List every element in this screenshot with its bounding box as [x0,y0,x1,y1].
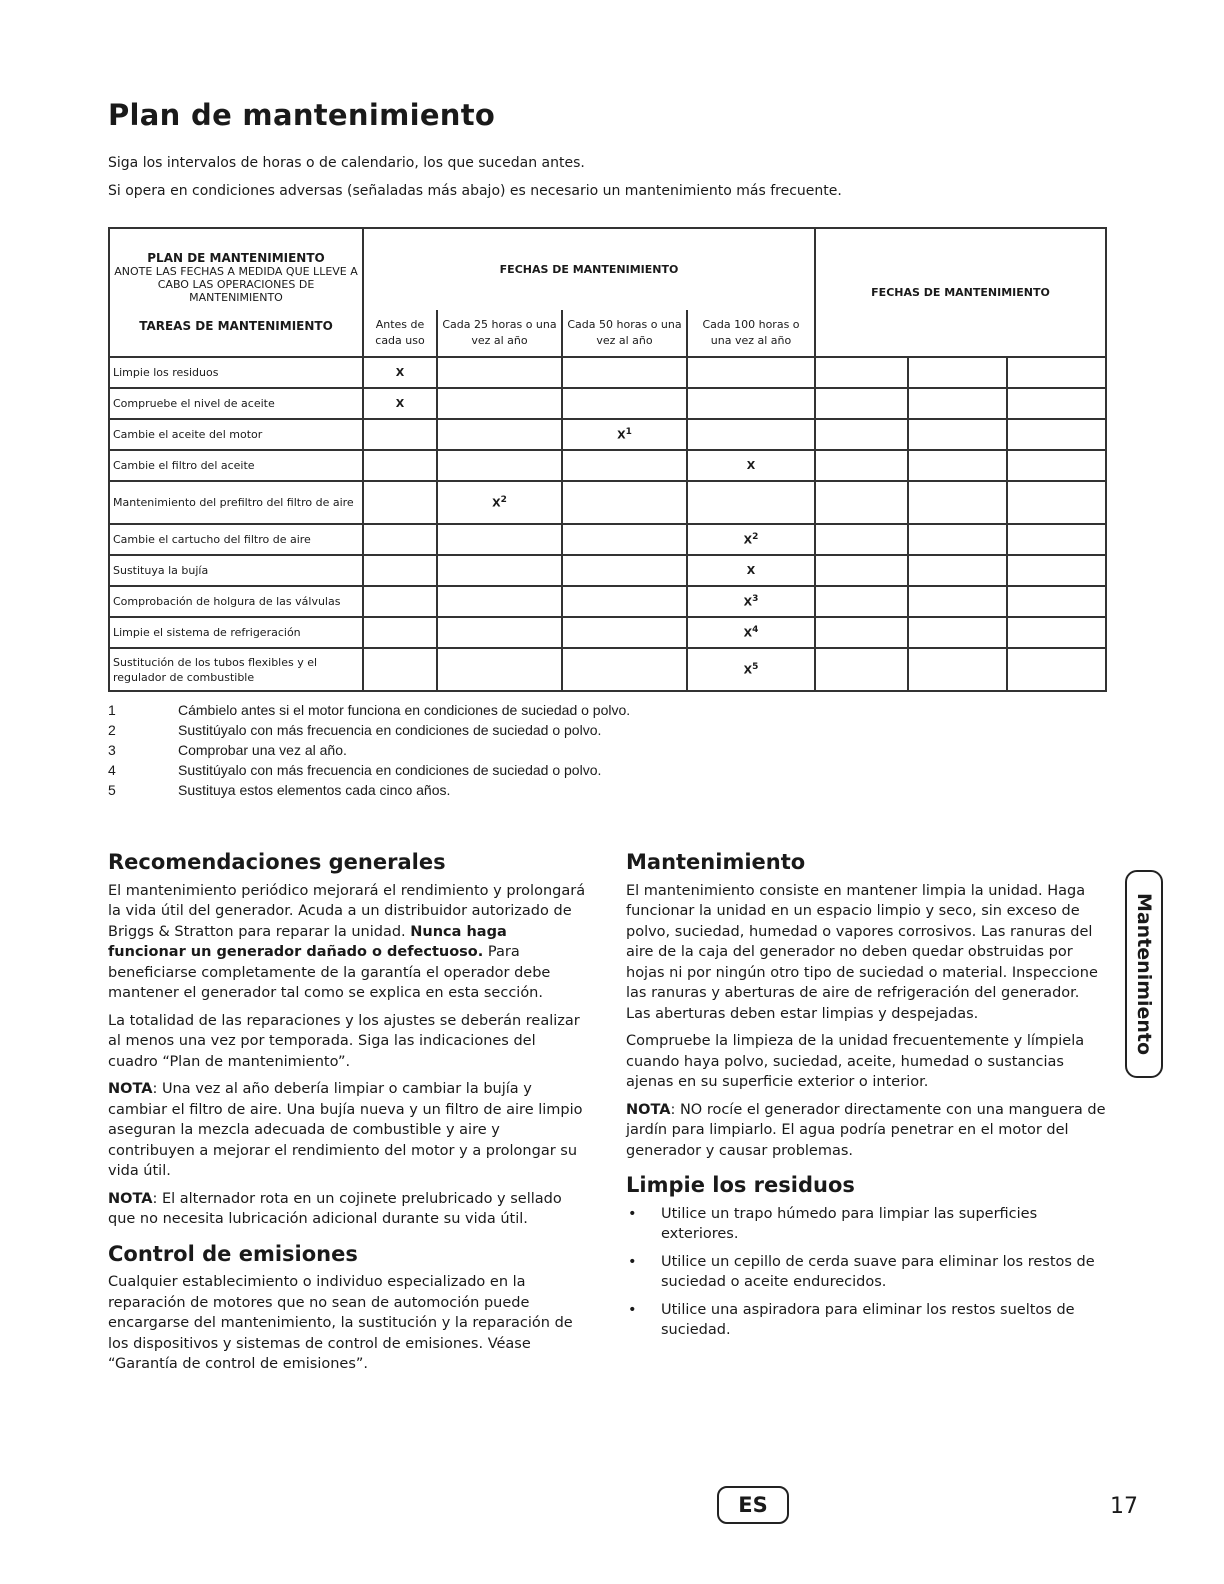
list-item: • Utilice un cepillo de cerda suave para eliminar los restos de suciedad o aceite endurecidos. [626,1252,1106,1293]
right-column [626,852,1106,1348]
date-entry-cell [815,524,908,555]
empty-cell [437,419,562,450]
page-number: 17 [1110,1494,1138,1519]
date-entry-cell [815,648,908,691]
table-row [109,555,1106,586]
date-entry-cell [1007,648,1106,691]
side-tab-label: Mantenimiento [1133,892,1155,1056]
interval-mark [687,555,815,586]
date-entry-cell [1007,357,1106,388]
mark-x: X [746,459,756,472]
paragraph: Cualquier establecimiento o individuo especializado en la reparación de motores que no sean de automoción puede encargarse del mantenimiento, la sustitución y la reparación de los dispositivos y sistemas de control de emisiones. Véase “Garantía de control de emisiones”. [108,1274,573,1372]
empty-cell [437,357,562,388]
footnote-number: 3 [108,742,116,758]
footnote-ref: 1 [625,427,632,438]
empty-cell [363,524,437,555]
footnote-text: Sustitúyalo con más frecuencia en condiciones de suciedad o polvo. [178,722,602,738]
date-entry-cell [815,481,908,524]
empty-cell [363,586,437,617]
date-entry-cell [815,555,908,586]
text: : Una vez al año debería limpiar o cambiar la bujía y cambiar el filtro de aire. Una bujía nueva y un filtro de aire limpio aseguran la mezcla adecuada de combustible y aire y contribuyen a mejorar el rendimiento del motor y a prolongar su vida útil. [108,1081,583,1179]
table-row [109,450,1106,481]
footnote-ref: 4 [752,625,759,636]
task-name: Cambie el aceite del motor [109,419,363,450]
paragraph: Compruebe la limpieza de la unidad frecuentemente y límpiela cuando haya polvo, suciedad, aceite, humedad o sustancias ajenas en su superficie exterior o interior. [626,1033,1085,1090]
mark-x: X [743,533,753,547]
date-entry-cell [815,419,908,450]
footnote-ref: 2 [752,532,759,543]
mark-x: X [617,428,626,442]
text: El mantenimiento periódico mejorará el rendimiento y prolongará la vida útil del generador. Acuda a un distribuidor autorizado de Briggs & Stratton para reparar la unidad. [108,882,586,940]
text: : NO rocíe el generador directamente con una manguera de jardín para limpiarlo. El agua podría penetrar en el motor del generador y causar problemas. [626,1101,1106,1159]
schedule-header-note: ANOTE LAS FECHAS A MEDIDA QUE LLEVE A CABO LAS OPERACIONES DE MANTENIMIENTO [114,265,358,304]
footnote-number: 5 [108,782,116,798]
mark-x: X [743,626,753,640]
date-entry-cell [908,555,1007,586]
note-label: NOTA [108,1190,153,1207]
task-name: Compruebe el nivel de aceite [109,388,363,419]
table-row [109,524,1106,555]
footnote-number: 1 [108,702,116,718]
date-entry-cell [1007,450,1106,481]
paragraph [108,881,588,1004]
interval-mark [687,586,815,617]
interval-header: Cada 50 horas o una vez al año [562,310,687,357]
interval-mark [363,388,437,419]
date-entry-cell [1007,388,1106,419]
task-name: Mantenimiento del prefiltro del filtro de aire [109,481,363,524]
footnote-text: Sustituya estos elementos cada cinco años. [178,782,451,798]
empty-cell [687,388,815,419]
empty-cell [562,648,687,691]
maintenance-schedule-table [108,227,1107,692]
section-heading-limpie: Limpie los residuos [626,1173,855,1197]
date-entry-cell [815,586,908,617]
section-side-tab [1125,870,1163,1078]
dates-header: FECHAS DE MANTENIMIENTO [363,228,815,310]
intro-line-2: Si opera en condiciones adversas (señaladas más abajo) es necesario un mantenimiento más frecuente. [108,183,842,199]
paragraph: La totalidad de las reparaciones y los ajustes se deberán realizar al menos una vez por temporada. Siga las indicaciones del cuadro “Plan de mantenimiento”. [108,1012,580,1070]
empty-cell [562,555,687,586]
paragraph [108,1189,588,1230]
page-title: Plan de mantenimiento [108,98,496,132]
interval-mark [687,524,815,555]
task-name: Sustituya la bujía [109,555,363,586]
mark-x: X [743,595,753,609]
note-label: NOTA [626,1101,671,1118]
date-entry-cell [908,450,1007,481]
table-row [109,419,1106,450]
date-entry-cell [1007,586,1106,617]
table-row [109,617,1106,648]
interval-mark [437,481,562,524]
mark-x: X [492,496,501,510]
table-row [109,586,1106,617]
interval-header: Cada 100 horas o una vez al año [687,310,815,357]
interval-mark [687,648,815,691]
list-item: • Utilice una aspiradora para eliminar los restos sueltos de suciedad. [626,1300,1106,1341]
footnote [108,740,630,760]
schedule-header-title: PLAN DE MANTENIMIENTO [147,251,325,265]
interval-mark [363,357,437,388]
date-entry-cell [815,388,908,419]
date-entry-cell [908,419,1007,450]
section-heading-mantenimiento: Mantenimiento [626,850,806,874]
mark-x: X [746,564,756,577]
date-entry-cell [908,388,1007,419]
task-name: Comprobación de holgura de las válvulas [109,586,363,617]
empty-cell [363,648,437,691]
interval-mark [687,617,815,648]
empty-cell [562,450,687,481]
footnote-ref: 5 [752,662,759,673]
left-column [108,852,588,1382]
date-entry-cell [1007,524,1106,555]
bullet-list [626,1204,1106,1341]
paragraph [108,1079,588,1182]
tasks-header: TAREAS DE MANTENIMIENTO [139,319,333,333]
empty-cell [687,481,815,524]
table-row [109,357,1106,388]
text: : El alternador rota en un cojinete prelubricado y sellado que no necesita lubricación adicional durante su vida útil. [108,1190,562,1227]
footnote-number: 4 [108,762,116,778]
footnote [108,760,630,780]
task-name: Limpie el sistema de refrigeración [109,617,363,648]
footnote-ref: 3 [752,594,759,605]
section-heading-recomendaciones: Recomendaciones generales [108,850,446,874]
task-name: Sustitución de los tubos flexibles y el regulador de combustible [109,648,363,691]
footnote [108,780,630,800]
date-entry-cell [908,481,1007,524]
paragraph [626,1100,1106,1162]
footnote-text: Cámbielo antes si el motor funciona en condiciones de suciedad o polvo. [178,702,631,718]
mark-x: X [395,366,405,379]
empty-cell [363,419,437,450]
date-entry-cell [908,357,1007,388]
date-entry-cell [1007,481,1106,524]
date-entry-cell [1007,419,1106,450]
note-label: NOTA [108,1081,153,1097]
footnote [108,720,630,740]
text: Para beneficiarse completamente de la garantía el operador debe mantener el generador tal como se explica en esta sección. [108,944,551,1001]
paragraph: El mantenimiento consiste en mantener limpia la unidad. Haga funcionar la unidad en un espacio limpio y seco, sin exceso de polvo, suciedad, humedad o vapores corrosivos. Las ranuras del aire de la caja del generador no deben quedar obstruidas por hojas ni por ningún otro tipo de suciedad o material. Inspeccione las ranuras y aberturas de aire de refrigeración del generador. Las aberturas deben estar limpias y despejadas. [626,882,1098,1022]
mark-x: X [743,663,753,677]
empty-cell [562,357,687,388]
empty-cell [437,648,562,691]
empty-cell [562,586,687,617]
date-entry-cell [908,648,1007,691]
empty-cell [562,388,687,419]
empty-cell [562,524,687,555]
mark-x: X [395,397,405,410]
empty-cell [437,388,562,419]
task-name: Cambie el filtro del aceite [109,450,363,481]
date-entry-cell [815,357,908,388]
dates-header-right: FECHAS DE MANTENIMIENTO [815,228,1106,357]
footnote-number: 2 [108,722,116,738]
empty-cell [437,524,562,555]
table-row [109,388,1106,419]
date-entry-cell [908,586,1007,617]
interval-header: Cada 25 horas o una vez al año [437,310,562,357]
empty-cell [363,555,437,586]
footnotes [108,700,630,800]
interval-mark [687,450,815,481]
task-name: Cambie el cartucho del filtro de aire [109,524,363,555]
intro-line-1: Siga los intervalos de horas o de calendario, los que sucedan antes. [108,155,585,171]
table-header-tasks [109,228,363,357]
footnote-text: Sustitúyalo con más frecuencia en condiciones de suciedad o polvo. [178,762,602,778]
list-item: • Utilice un trapo húmedo para limpiar las superficies exteriores. [626,1204,1106,1245]
empty-cell [437,586,562,617]
table-row [109,648,1106,691]
empty-cell [437,450,562,481]
empty-cell [687,419,815,450]
empty-cell [562,481,687,524]
table-row [109,481,1106,524]
footnote-ref: 2 [500,495,507,506]
empty-cell [437,617,562,648]
date-entry-cell [1007,555,1106,586]
empty-cell [363,617,437,648]
interval-header: Antes de cada uso [363,310,437,357]
section-heading-emisiones: Control de emisiones [108,1241,358,1266]
footnote [108,700,630,720]
date-entry-cell [908,617,1007,648]
empty-cell [363,450,437,481]
footnote-text: Comprobar una vez al año. [178,742,347,758]
empty-cell [562,617,687,648]
language-badge: ES [717,1486,789,1524]
empty-cell [363,481,437,524]
interval-mark [562,419,687,450]
date-entry-cell [815,617,908,648]
task-name: Limpie los residuos [109,357,363,388]
warning-text: Nunca haga funcionar un generador dañado o defectuoso. [108,923,507,960]
empty-cell [687,357,815,388]
empty-cell [437,555,562,586]
date-entry-cell [1007,617,1106,648]
date-entry-cell [908,524,1007,555]
date-entry-cell [815,450,908,481]
